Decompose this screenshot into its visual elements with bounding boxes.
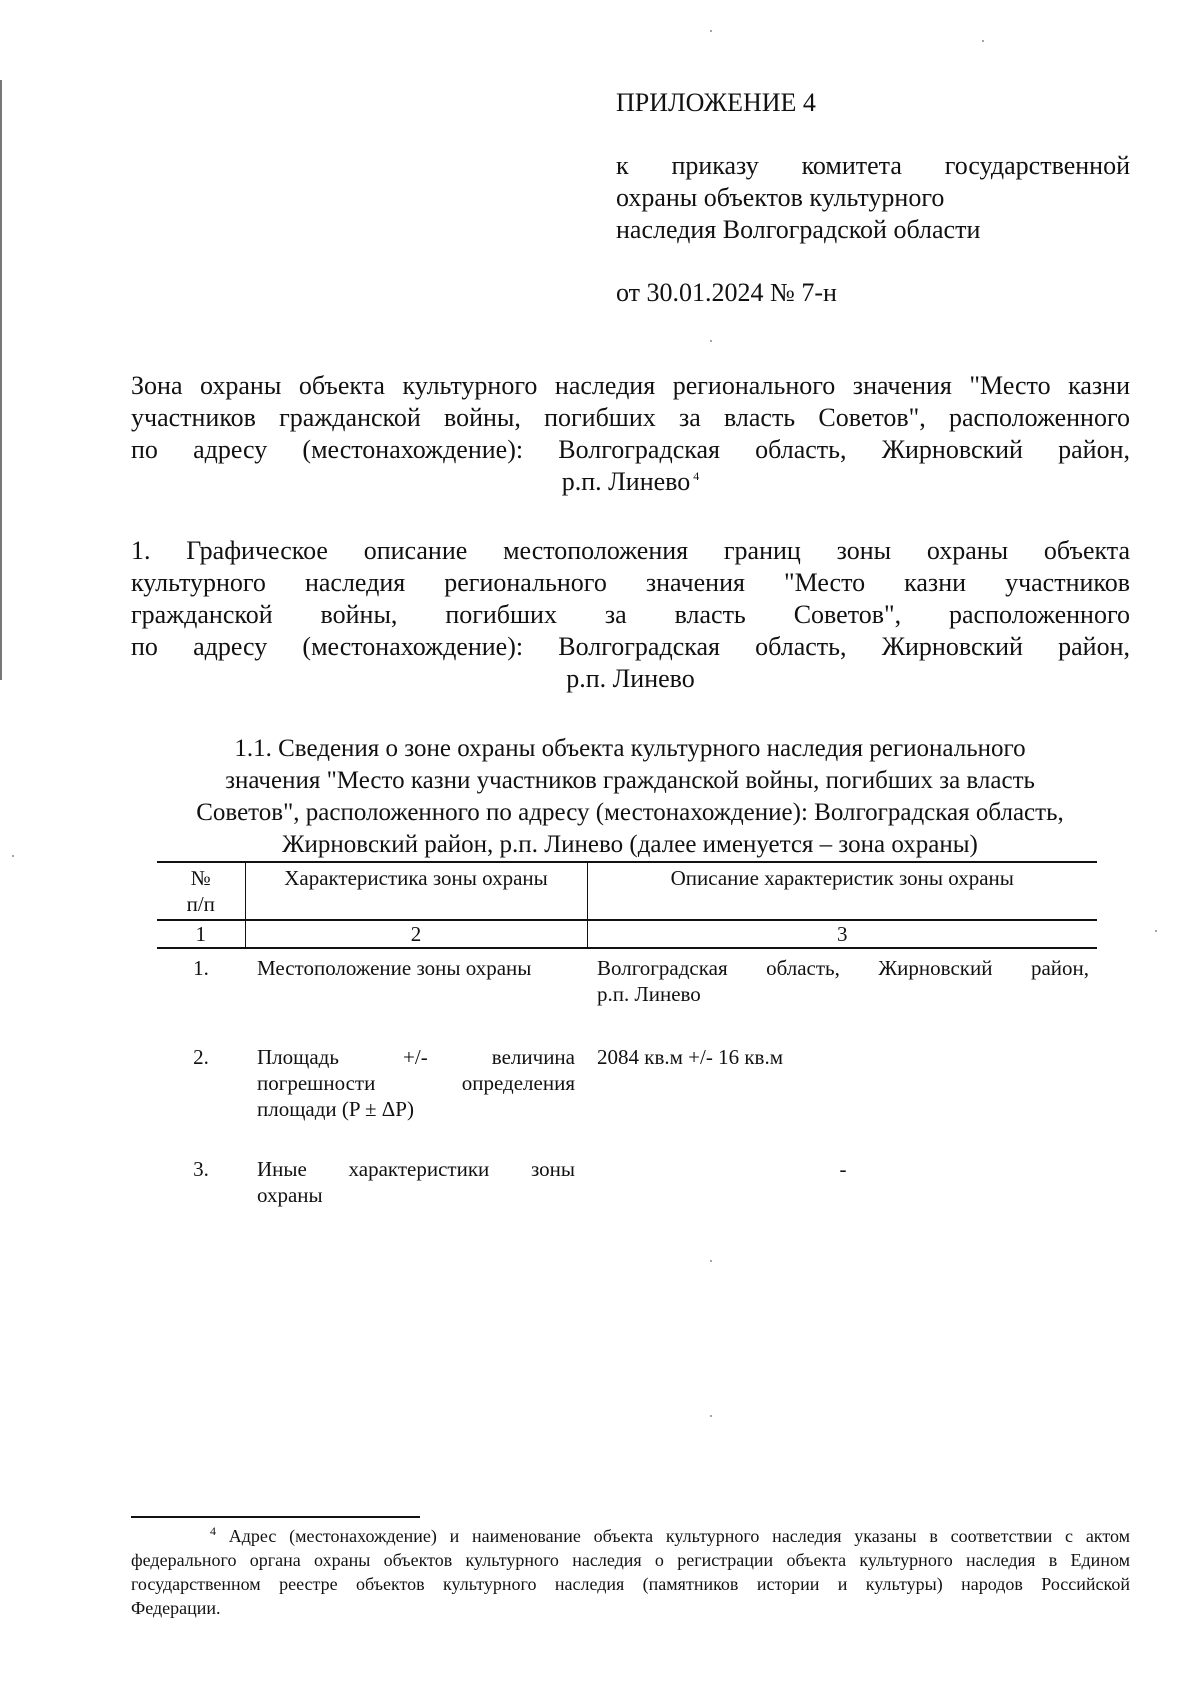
column-number-2: 2	[245, 920, 587, 948]
row-3-characteristic	[245, 1150, 587, 1230]
section-1-line-5: р.п. Линево	[566, 664, 695, 693]
appendix-label: ПРИЛОЖЕНИЕ 4	[616, 88, 816, 117]
title-line-3: по адресу (местонахождение): Волгоградская область, Жирновский район,	[131, 435, 1130, 464]
table-caption	[130, 733, 1130, 861]
row-3-characteristic-line-1: Иные характеристики зоны	[257, 1157, 575, 1181]
scan-left-edge	[0, 80, 2, 680]
footnote-line-2: федерального органа охраны объектов культурного наследия о регистрации объекта культурного наследия в Едином	[131, 1550, 1130, 1570]
order-line-3: наследия Волгоградской области	[616, 215, 981, 244]
footnote-line-1-text: Адрес (местонахождение) и наименование объекта культурного наследия указаны в соответствии с актом	[228, 1526, 1130, 1546]
scan-speck	[982, 40, 984, 42]
scan-speck	[710, 30, 712, 32]
row-2-description: 2084 кв.м +/- 16 кв.м	[597, 1045, 783, 1069]
footnote-separator	[131, 1516, 420, 1518]
document-title	[131, 370, 1130, 498]
footnote-mark: 4	[210, 1524, 216, 1538]
column-number-row	[157, 920, 1097, 948]
table-row	[157, 1038, 1097, 1150]
column-number-3: 3	[587, 920, 1097, 948]
row-2-characteristic	[245, 1038, 587, 1150]
scan-speck	[710, 1260, 712, 1262]
row-2-num: 2.	[193, 1045, 209, 1069]
footnote-line-4: Федерации.	[131, 1598, 221, 1618]
row-1-description-line-1: Волгоградская область, Жирновский район,	[597, 956, 1089, 980]
caption-line-3: Советов", расположенного по адресу (местонахождение): Волгоградская область,	[196, 799, 1064, 826]
order-reference	[616, 150, 1130, 246]
order-line-1: к приказу комитета государственной	[616, 151, 1130, 180]
footnote-line-3: государственном реестре объектов культурного наследия (памятников истории и культуры) народов Российской	[131, 1574, 1130, 1594]
row-2-characteristic-line-1: Площадь +/- величина	[257, 1045, 575, 1069]
table-row	[157, 1150, 1097, 1230]
caption-line-1: 1.1. Сведения о зоне охраны объекта культурного наследия регионального	[234, 735, 1026, 762]
scan-speck	[710, 340, 712, 342]
order-date: от 30.01.2024 № 7-н	[616, 278, 837, 307]
section-1-line-4: по адресу (местонахождение): Волгоградская область, Жирновский район,	[131, 632, 1130, 661]
row-3-characteristic-line-2: охраны	[257, 1183, 323, 1207]
title-line-4-text: р.п. Линево	[561, 467, 691, 496]
section-1-heading	[131, 535, 1130, 695]
zone-table	[157, 861, 1097, 1230]
section-1-line-2: культурного наследия регионального значения "Место казни участников	[131, 568, 1130, 597]
row-2-characteristic-line-2: погрешности определения	[257, 1071, 575, 1095]
title-line-4	[131, 466, 1130, 498]
caption-line-4: Жирновский район, р.п. Линево (далее именуется – зона охраны)	[282, 831, 978, 858]
header-num	[157, 862, 245, 920]
scan-speck	[1155, 930, 1157, 932]
row-3-num: 3.	[193, 1157, 209, 1181]
title-line-2: участников гражданской войны, погибших за власть Советов", расположенного	[131, 403, 1130, 432]
header-num-line-2: п/п	[186, 892, 215, 916]
table-row	[157, 948, 1097, 1038]
header-description: Описание характеристик зоны охраны	[587, 862, 1097, 920]
table-header-row	[157, 862, 1097, 920]
scan-speck	[12, 855, 14, 857]
scan-speck	[710, 1415, 712, 1417]
row-2-characteristic-line-3: площади (P ± ΔP)	[257, 1097, 414, 1121]
order-line-2: охраны объектов культурного	[616, 183, 945, 212]
row-1-description	[587, 948, 1097, 1038]
row-1-characteristic: Местоположение зоны охраны	[257, 956, 532, 980]
footnote-reference: 4	[693, 469, 700, 484]
footnote	[131, 1524, 1130, 1620]
header-characteristic: Характеристика зоны охраны	[245, 862, 587, 920]
header-num-line-1: №	[190, 866, 211, 890]
section-1-line-1: 1. Графическое описание местоположения границ зоны охраны объекта	[131, 536, 1130, 565]
row-1-description-line-2: р.п. Линево	[597, 982, 701, 1006]
footnote-line-1	[131, 1524, 1130, 1548]
title-line-1: Зона охраны объекта культурного наследия регионального значения "Место казни	[131, 371, 1130, 400]
row-1-num: 1.	[193, 956, 209, 980]
section-1-line-3: гражданской войны, погибших за власть Советов", расположенного	[131, 600, 1130, 629]
caption-line-2: значения "Место казни участников гражданской войны, погибших за власть	[225, 767, 1035, 794]
column-number-1: 1	[157, 920, 245, 948]
row-3-description: -	[839, 1157, 847, 1181]
